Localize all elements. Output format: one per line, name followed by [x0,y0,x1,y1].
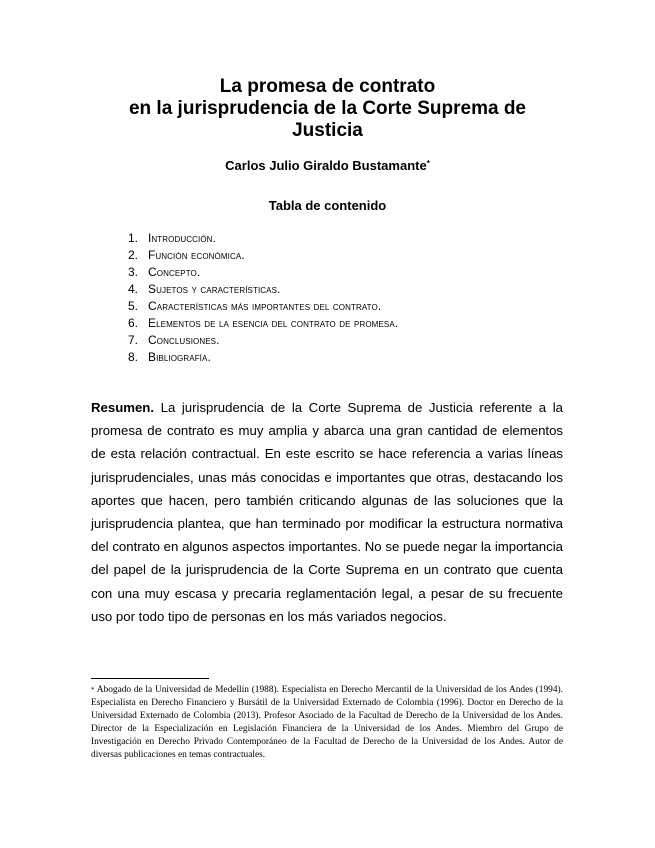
toc-item-number: 3. [128,265,139,279]
toc-item-number: 8. [128,350,139,364]
toc-item-number: 2. [128,248,139,262]
toc-item-label: Características más importantes del contrato. [148,299,382,313]
title-line-3: Justicia [292,120,363,141]
toc-item-funcion-economica[interactable] [128,247,398,264]
footnote-divider [91,678,209,679]
toc-item-number: 5. [128,299,139,313]
table-of-contents [128,230,398,366]
toc-item-number: 1. [128,231,139,245]
toc-item-introduccion[interactable] [128,230,398,247]
title-line-1: La promesa de contrato [219,76,436,97]
footnote-text: Abogado de la Universidad de Medellín (1988). Especialista en Derecho Mercantil de la Universidad de los Andes (1994). Especialista en Derecho Financiero y Bursátil de la Universidad Externado de Colombia (1996). Doctor en Derecho de la Universidad Externado de Colombia (2013). Profesor Asociado de la Facultad de Derecho de la Universidad de los Andes. Director de la Especialización en Legislación Financiera de la Universidad de los Andes. Miembro del Grupo de Investigación en Derecho Privado Contemporáneo de la Facultad de Derecho de la Universidad de los Andes. Autor de diversas publicaciones en temas contractuales. [91,685,564,760]
toc-item-bibliografia[interactable] [128,349,398,366]
author-name: Carlos Julio Giraldo Bustamante [225,158,427,173]
toc-item-sujetos[interactable] [128,281,398,298]
toc-item-label: Concepto. [148,265,201,279]
footnote-marker: * [91,686,95,694]
toc-item-caracteristicas[interactable] [128,298,398,315]
author-footnote-marker[interactable]: * [426,159,430,168]
toc-item-number: 7. [128,333,139,347]
toc-item-elementos[interactable] [128,315,398,332]
toc-item-number: 6. [128,316,139,330]
toc-item-conclusiones[interactable] [128,332,398,349]
abstract-text: La jurisprudencia de la Corte Suprema de Justicia referente a la promesa de contrato es muy amplia y abarca una gran cantidad de elementos de esta relación contractual. En este escrito se hace referencia a varias líneas jurisprudenciales, unas más conocidas e importantes que otras, destacando los aportes que hacen, pero también criticando algunas de las soluciones que la jurisprudencia plantea, que han terminado por modificar la estructura normativa del contrato en algunos aspectos importantes. No se puede negar la importancia del papel de la jurisprudencia de la Corte Suprema en un contrato que cuenta con una muy escasa y precaria reglamentación legal, a pesar de su frecuente uso por todo tipo de personas en los más variados negocios. [91,400,563,624]
toc-item-label: Sujetos y características. [148,282,281,296]
toc-item-label: Función económica. [148,248,245,262]
toc-item-label: Bibliografía. [148,350,211,364]
paper-title [0,76,655,142]
toc-heading: Tabla de contenido [268,198,387,213]
toc-item-label: Introducción. [148,231,216,245]
toc-item-label: Conclusiones. [148,333,220,347]
abstract-paragraph [91,396,563,628]
abstract-label: Resumen. [91,400,155,415]
author-footnote [91,684,563,762]
author-line [0,158,655,174]
toc-item-label: Elementos de la esencia del contrato de promesa. [148,316,399,330]
toc-item-concepto[interactable] [128,264,398,281]
toc-item-number: 4. [128,282,139,296]
title-line-2: en la jurisprudencia de la Corte Suprema de [128,98,526,119]
